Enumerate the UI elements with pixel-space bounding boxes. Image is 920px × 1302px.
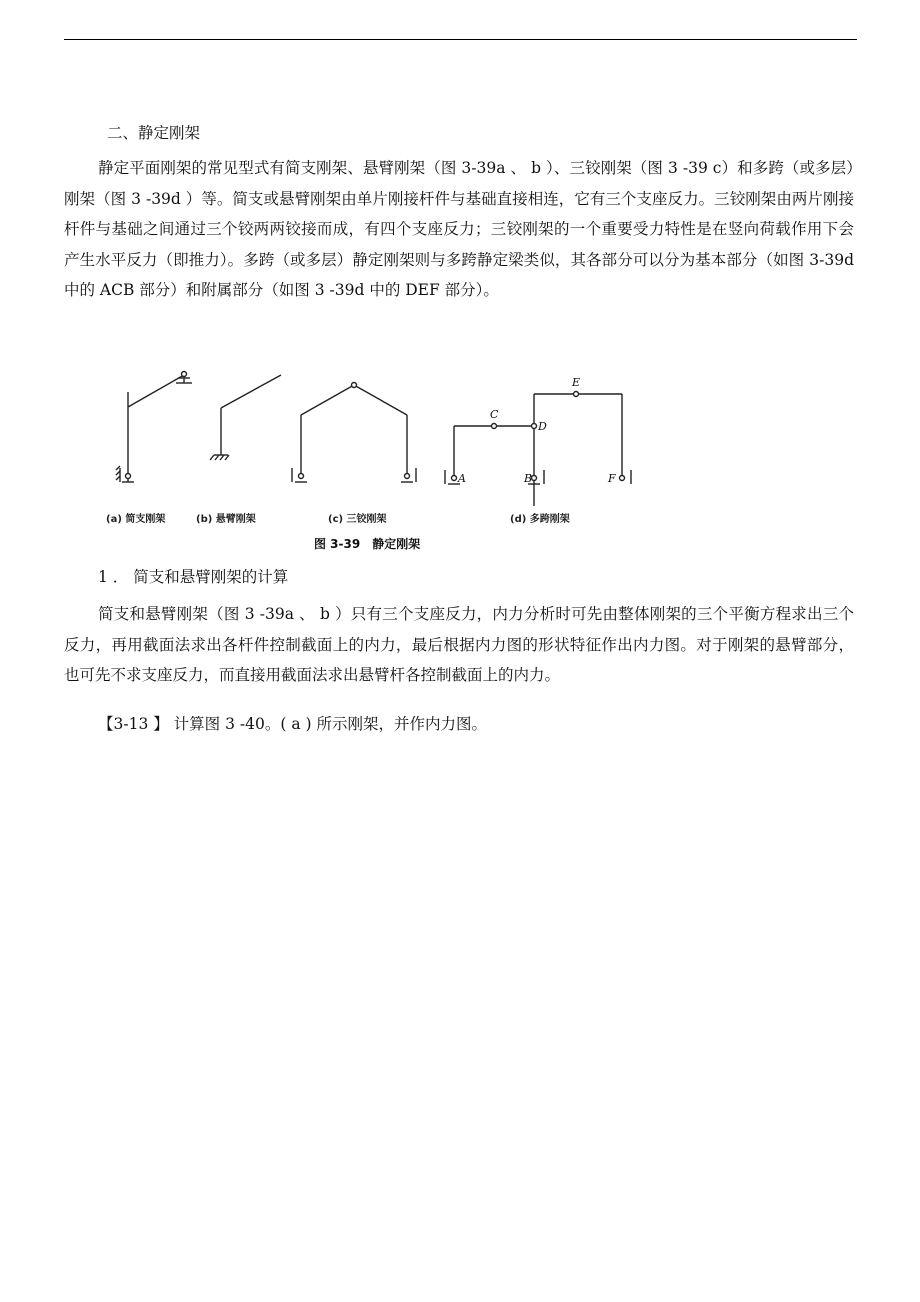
label-A: A [458, 472, 466, 485]
label-B: B [524, 472, 533, 485]
section-heading: 二、静定刚架 [107, 124, 201, 142]
sub-caption-b: (b) 悬臂刚架 [196, 514, 256, 525]
label-C: C [490, 408, 499, 421]
frame-a-beam [128, 375, 184, 407]
example-line: 【3-13 】 计算图 3 -40。( a ) 所示刚架，并作内力图。 [98, 715, 487, 733]
header-rule [64, 39, 857, 40]
label-F: F [608, 472, 616, 485]
sub-caption-c: (c) 三铰刚架 [328, 514, 387, 525]
figure-caption: 图 3-39 静定刚架 [314, 537, 421, 551]
subsection-heading: 1 ． 简支和悬臂刚架的计算 [98, 568, 289, 586]
sub-caption-a: (a) 简支刚架 [106, 514, 166, 525]
figure-3-39 [96, 370, 656, 560]
sub-caption-d: (d) 多跨刚架 [510, 514, 570, 525]
paragraph-frames-intro: 静定平面刚架的常见型式有简支刚架、悬臂刚架（图 3-39a 、 b ）、三铰刚架（图 3 -39 c）和多跨（或多层）刚架（图 3 -39d ）等。简支或悬臂刚架由单片刚接杆件与基础直接相连，它有三个支座反力。三铰刚架由两片刚接杆件与基础之间通过三个铰两两铰接而成，有四个支座反力；三铰刚架的一个重要受力特性是在竖向荷载作用下会产生水平反力（即推力）。多跨（或多层）静定刚架则与多跨静定梁类似，其各部分可以分为基本部分（如图 3-39d 中的 ACB 部分）和附属部分（如图 3 -39d 中的 DEF 部分）。 [64, 159, 854, 299]
label-D: D [538, 420, 547, 433]
label-E: E [572, 376, 581, 389]
paragraph-cantilever-calc: 简支和悬臂刚架（图 3 -39a 、 b ）只有三个支座反力，内力分析时可先由整体刚架的三个平衡方程求出三个反力，再用截面法求出各杆件控制截面上的内力，最后根据内力图的形状特征作出内力图。对于刚架的悬臂部分，也可先不求支座反力，而直接用截面法求出悬臂杆各控制截面上的内力。 [64, 605, 854, 684]
